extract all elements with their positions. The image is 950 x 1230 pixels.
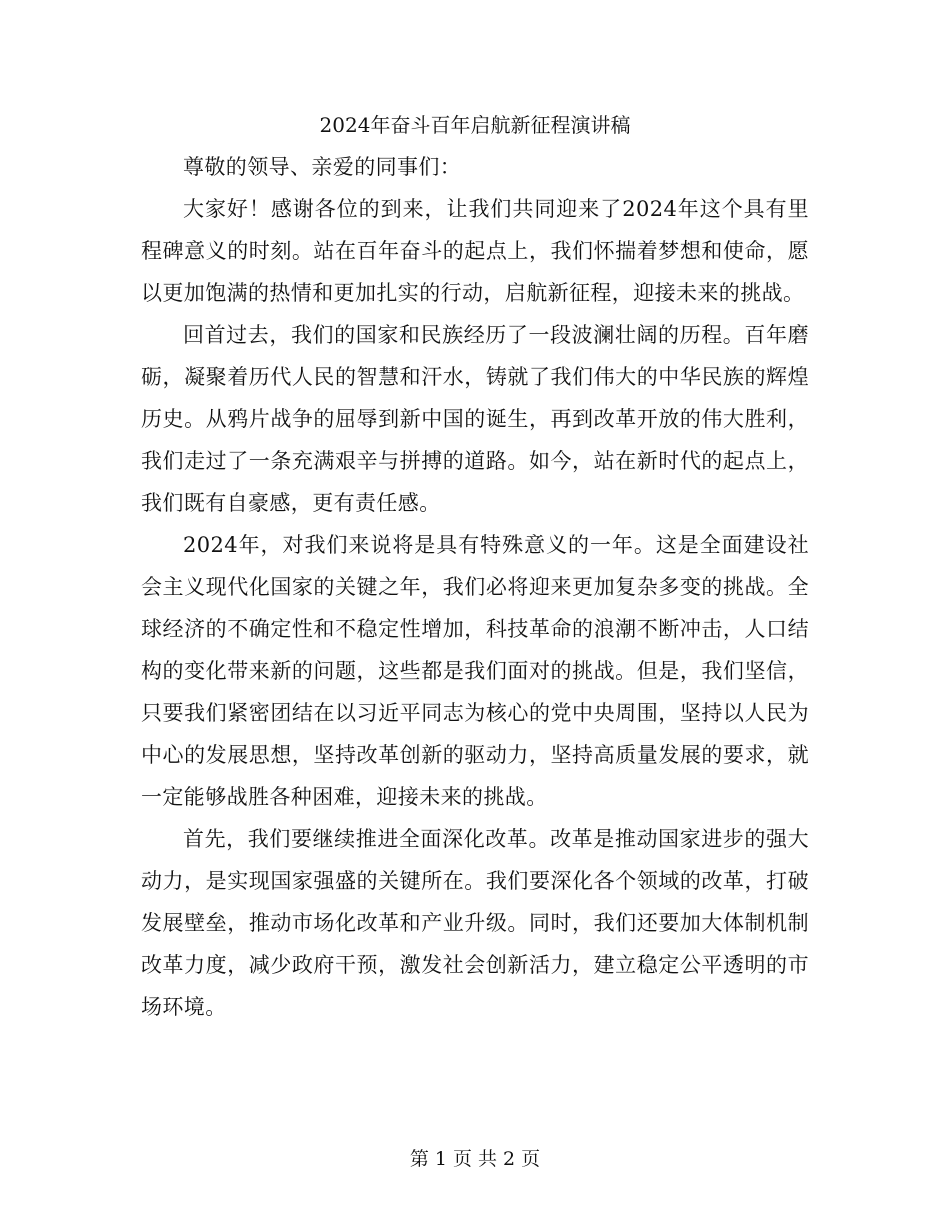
paragraph-2024-significance: 2024年，对我们来说将是具有特殊意义的一年。这是全面建设社会主义现代化国家的关键之年，我们必将迎来更加复杂多变的挑战。全球经济的不确定性和不稳定性增加，科技革命的浪潮不断冲击，人口结构的变化带来新的问题，这些都是我们面对的挑战。但是，我们坚信，只要我们紧密团结在以习近平同志为核心的党中央周围，坚持以人民为中心的发展思想，坚持改革创新的驱动力，坚持高质量发展的要求，就一定能够战胜各种困难，迎接未来的挑战。 [141, 533, 809, 809]
paragraph-history: 回首过去，我们的国家和民族经历了一段波澜壮阔的历程。百年磨砺，凝聚着历代人民的智慧和汗水，铸就了我们伟大的中华民族的辉煌历史。从鸦片战争的屈辱到新中国的诞生，再到改革开放的伟大胜利，我们走过了一条充满艰辛与拼搏的道路。如今，站在新时代的起点上，我们既有自豪感，更有责任感。 [141, 323, 809, 515]
paragraph-reform: 首先，我们要继续推进全面深化改革。改革是推动国家进步的强大动力，是实现国家强盛的关键所在。我们要深化各个领域的改革，打破发展壁垒，推动市场化改革和产业升级。同时，我们还要加大体制机制改革力度，减少政府干预，激发社会创新活力，建立稳定公平透明的市场环境。 [141, 827, 809, 1019]
document-title: 2024年奋斗百年启航新征程演讲稿 [319, 113, 631, 137]
document-body [141, 146, 809, 1028]
paragraph-greeting: 大家好！感谢各位的到来，让我们共同迎来了2024年这个具有里程碑意义的时刻。站在百年奋斗的起点上，我们怀揣着梦想和使命，愿以更加饱满的热情和更加扎实的行动，启航新征程，迎接未来的挑战。 [141, 197, 809, 305]
paragraph-salutation: 尊敬的领导、亲爱的同事们： [183, 155, 462, 179]
page-footer: 第 1 页 共 2 页 [409, 1148, 541, 1170]
